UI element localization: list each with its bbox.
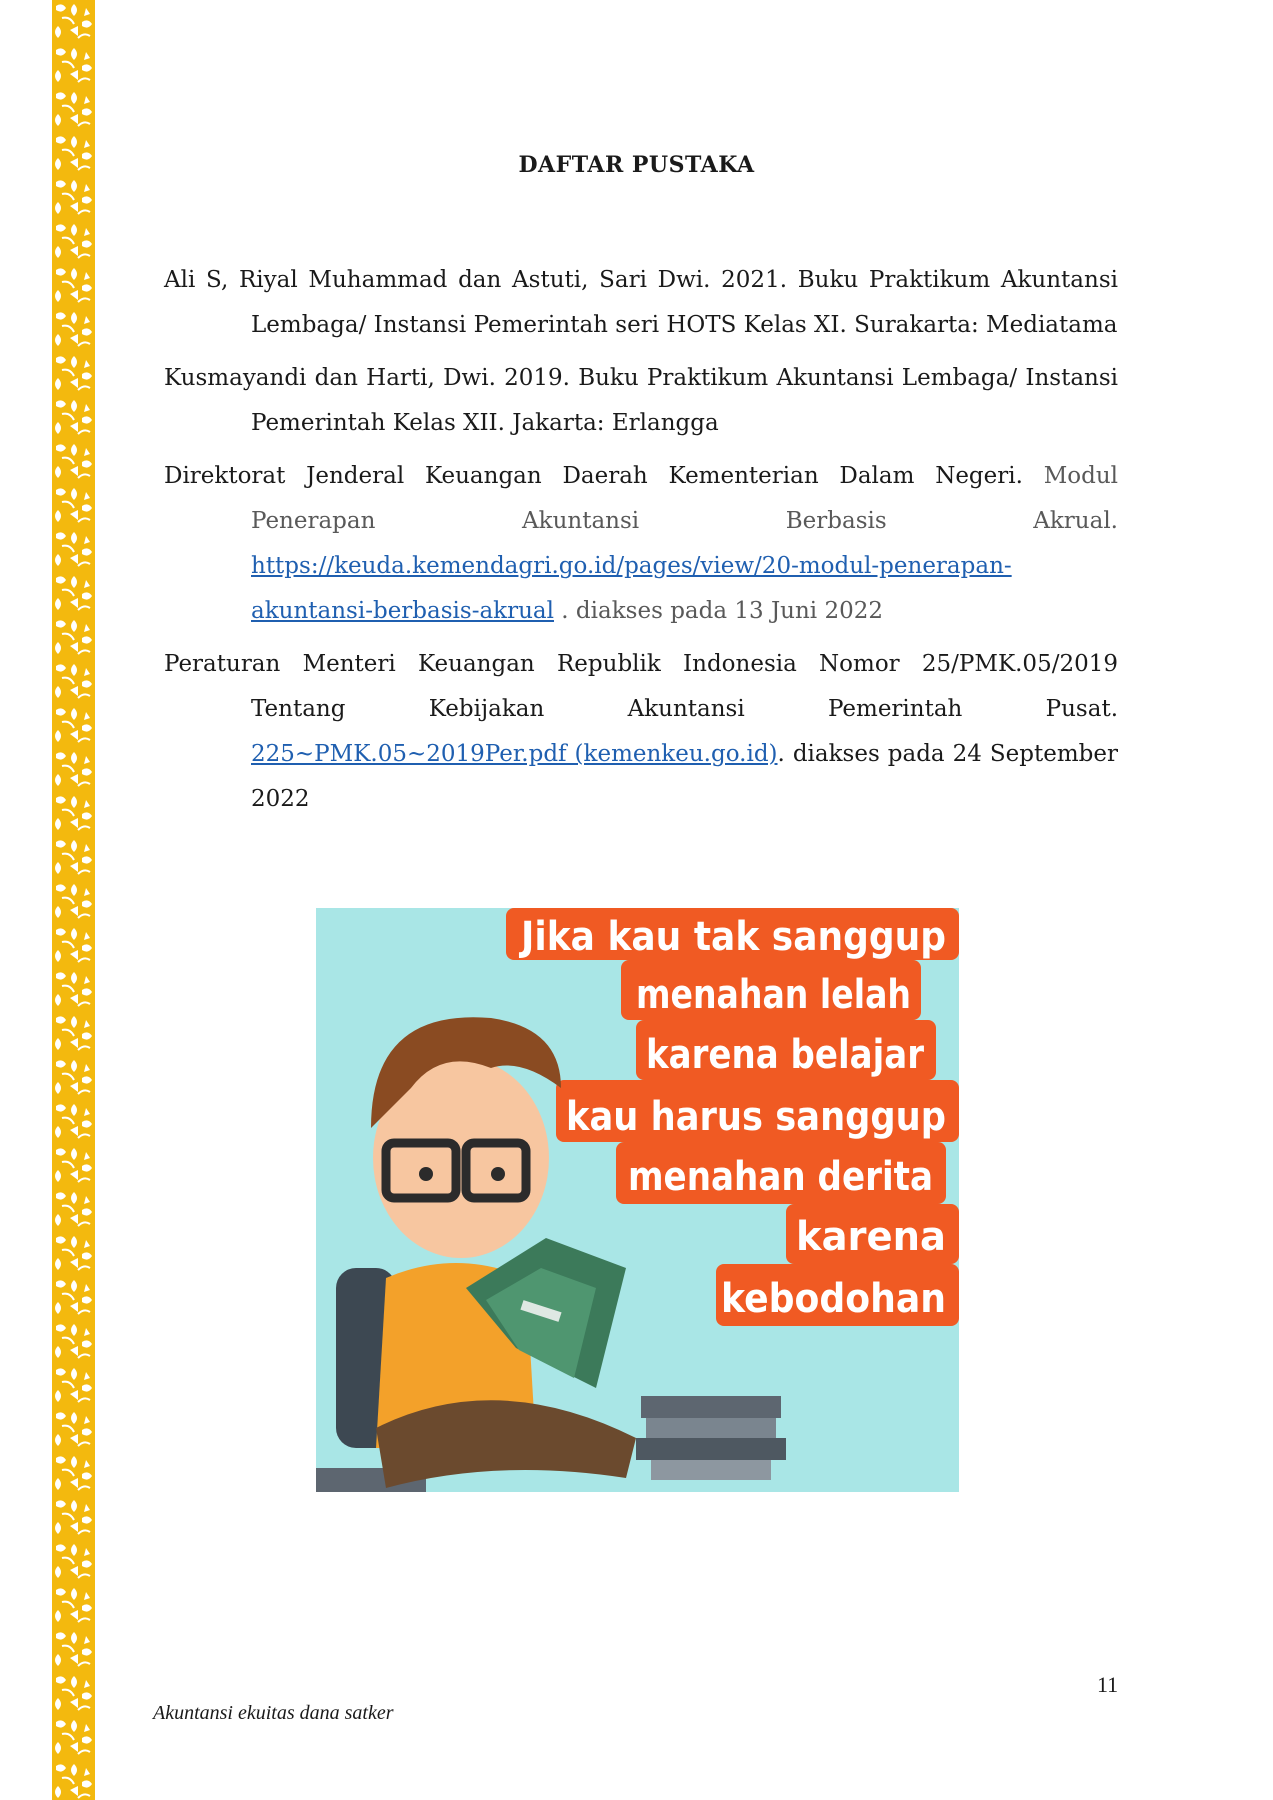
footer-document-title: Akuntansi ekuitas dana satker — [153, 1702, 394, 1724]
reference-item — [164, 454, 1118, 634]
reference-title: Modul Penerapan Akuntansi Berbasis Akrual. — [251, 463, 1118, 534]
reference-link[interactable]: https://keuda.kemendagri.go.id/pages/view/20-modul-penerapan-akuntansi-berbasis-akrual — [251, 553, 1012, 624]
reference-list — [164, 258, 1118, 830]
page-number: 11 — [1097, 1672, 1119, 1697]
poster-line: kebodohan — [721, 1276, 946, 1322]
reference-item: Ali S, Riyal Muhammad dan Astuti, Sari Dwi. 2021. Buku Praktikum Akuntansi Lembaga/ Instansi Pemerintah seri HOTS Kelas XI. Surakarta: Mediatama — [164, 267, 1118, 338]
poster-line: menahan lelah — [636, 972, 911, 1018]
batik-border-decoration — [52, 0, 95, 1800]
page-title: DAFTAR PUSTAKA — [518, 152, 755, 178]
reference-accessed: . diakses pada 13 Juni 2022 — [554, 598, 883, 624]
reference-author: Direktorat Jenderal Keuangan Daerah Kementerian Dalam Negeri. — [164, 463, 1023, 489]
poster-line: kau harus sanggup — [566, 1094, 946, 1140]
poster-line: karena — [796, 1214, 946, 1260]
reference-link[interactable]: 225~PMK.05~2019Per.pdf (kemenkeu.go.id) — [251, 741, 778, 767]
reference-text: Peraturan Menteri Keuangan Republik Indonesia Nomor 25/PMK.05/2019 Tentang Kebijakan Akuntansi Pemerintah Pusat. — [164, 651, 1118, 722]
reference-item: Kusmayandi dan Harti, Dwi. 2019. Buku Praktikum Akuntansi Lembaga/ Instansi Pemerintah Kelas XII. Jakarta: Erlangga — [164, 365, 1118, 436]
poster-line: karena belajar — [646, 1032, 925, 1078]
poster-line: menahan derita — [628, 1154, 933, 1200]
reference-item — [164, 642, 1118, 822]
motivational-poster-image — [316, 908, 959, 1492]
poster-line: Jika kau tak sanggup — [518, 914, 946, 960]
reference-accessed: . diakses pada 24 September 2022 — [251, 741, 1118, 812]
